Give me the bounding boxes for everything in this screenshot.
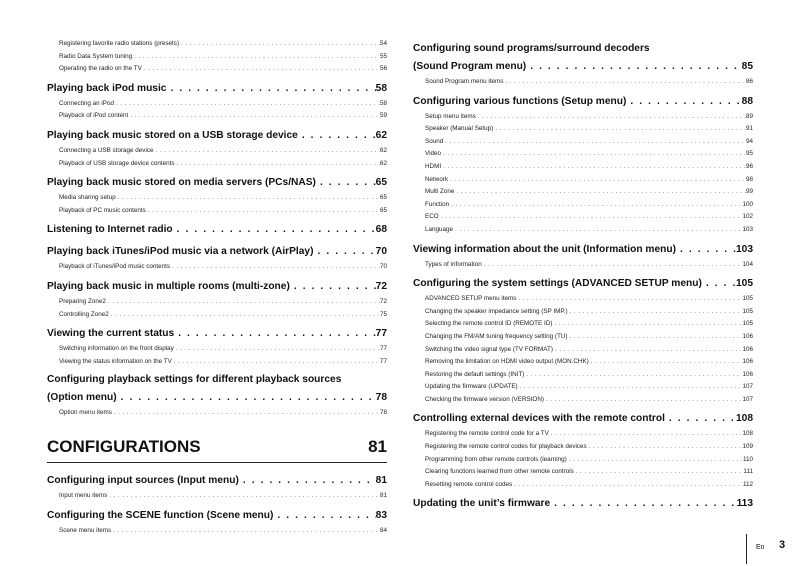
entry-title: Input menu items xyxy=(59,491,108,499)
entry-title: Video xyxy=(425,150,441,158)
dot-leader xyxy=(449,199,742,212)
entry-title: Playback of USB storage device contents xyxy=(59,159,175,167)
entry-title: Checking the firmware version (VERSION) xyxy=(425,395,544,403)
entry-title: Function xyxy=(425,200,450,208)
heading-title: Playing back music stored on a USB storage device xyxy=(47,129,298,141)
dot-leader xyxy=(132,51,380,64)
dot-leader xyxy=(553,344,743,357)
dot-leader xyxy=(702,274,736,293)
toc-entry[interactable] xyxy=(425,381,753,394)
entry-page: 107 xyxy=(742,395,753,403)
toc-entry[interactable] xyxy=(59,63,387,76)
heading-title: Configuring the system settings (ADVANCED SETUP menu) xyxy=(413,278,702,290)
dot-leader xyxy=(172,356,380,369)
dot-leader xyxy=(114,98,380,111)
entry-page: 62 xyxy=(379,159,387,167)
entry-page: 110 xyxy=(742,455,753,463)
toc-entry[interactable] xyxy=(425,356,753,369)
toc-entry[interactable] xyxy=(59,407,387,420)
dot-leader xyxy=(290,277,376,296)
entry-page: 98 xyxy=(745,175,753,183)
entry-title: Radio Data System tuning xyxy=(59,52,133,60)
toc-entry[interactable] xyxy=(425,428,753,441)
entry-page: 106 xyxy=(742,345,753,353)
dot-leader xyxy=(116,192,380,205)
toc-heading-input-menu[interactable] xyxy=(47,471,387,490)
entry-title: Controlling Zone2 xyxy=(59,310,109,318)
entry-page: 77 xyxy=(379,345,387,353)
footer-page-number: 3 xyxy=(779,539,786,551)
toc-entry[interactable] xyxy=(59,525,387,538)
toc-heading-setup-menu[interactable] xyxy=(413,92,753,111)
footer-language: En xyxy=(756,544,765,551)
dot-leader xyxy=(170,261,380,274)
entry-title: Speaker (Manual Setup) xyxy=(425,125,494,133)
entry-page: 86 xyxy=(745,78,753,85)
toc-entry[interactable] xyxy=(425,369,753,382)
entry-title: Playback of iTunes/iPod music contents xyxy=(59,263,171,271)
dot-leader xyxy=(106,296,380,309)
dot-leader xyxy=(550,494,736,513)
entry-title: Changing the FM/AM tuning frequency setting (TU) xyxy=(425,332,568,340)
dot-leader xyxy=(175,158,380,171)
heading-page: 81 xyxy=(375,474,387,486)
entry-title: Types of information xyxy=(425,260,482,268)
heading-page: 77 xyxy=(375,328,387,340)
entry-page: 112 xyxy=(742,480,753,488)
toc-heading-airplay[interactable] xyxy=(47,242,387,261)
entry-page: 70 xyxy=(379,263,387,271)
toc-heading-option-menu[interactable] xyxy=(47,388,387,407)
toc-heading-multi-zone[interactable] xyxy=(47,277,387,296)
toc-entry[interactable] xyxy=(59,490,387,503)
entry-page: 65 xyxy=(379,206,387,214)
toc-entry[interactable] xyxy=(425,344,753,357)
toc-heading-external-devices[interactable] xyxy=(413,409,753,428)
dot-leader xyxy=(441,148,746,161)
entry-title: ECO xyxy=(425,213,439,221)
heading-page: 62 xyxy=(375,129,387,141)
entry-page: 89 xyxy=(745,112,753,120)
dot-leader xyxy=(179,38,380,51)
dot-leader xyxy=(574,466,744,479)
entry-page: 59 xyxy=(379,112,387,120)
toc-entry[interactable] xyxy=(425,466,753,479)
dot-leader xyxy=(512,479,743,492)
dot-leader xyxy=(109,309,380,322)
footer-divider xyxy=(746,534,747,564)
toc-entry[interactable] xyxy=(425,293,753,306)
toc-entry[interactable] xyxy=(425,331,753,344)
dot-leader xyxy=(518,381,743,394)
entry-title: Resetting remote control codes xyxy=(425,480,513,488)
toc-heading-information-menu[interactable] xyxy=(413,240,753,259)
dot-leader xyxy=(239,471,376,490)
toc-entry[interactable] xyxy=(425,199,753,212)
heading-title: Updating the unit’s firmware xyxy=(413,498,551,510)
dot-leader xyxy=(316,173,376,192)
toc-entry[interactable] xyxy=(425,186,753,199)
dot-leader xyxy=(552,318,742,331)
toc-heading-usb[interactable] xyxy=(47,126,387,145)
heading-page: 105 xyxy=(736,278,753,290)
entry-title: Selecting the remote control ID (REMOTE ID) xyxy=(425,320,553,328)
entry-title: Changing the speaker impedance setting (SP IMP.) xyxy=(425,307,568,315)
toc-entry[interactable] xyxy=(425,148,753,161)
entry-page: 105 xyxy=(742,320,753,328)
dot-leader xyxy=(174,343,380,356)
entry-page: 106 xyxy=(742,358,753,366)
dot-leader xyxy=(154,145,380,158)
entry-title: Restoring the default settings (INIT) xyxy=(425,370,525,378)
entry-title: Connecting a USB storage device xyxy=(59,146,154,154)
entry-page: 75 xyxy=(379,310,387,318)
heading-title: Playing back iTunes/iPod music via a network (AirPlay) xyxy=(47,246,314,258)
page-footer xyxy=(746,534,796,564)
entry-title: Network xyxy=(425,175,449,183)
entry-title: Registering favorite radio stations (presets) xyxy=(59,40,180,47)
entry-title: Language xyxy=(425,225,454,233)
toc-entry[interactable] xyxy=(425,224,753,237)
entry-page: 104 xyxy=(742,260,753,268)
entry-title: Setup menu items xyxy=(425,112,476,120)
entry-title: Viewing the status information on the TV xyxy=(59,357,172,365)
toc-entry[interactable] xyxy=(425,306,753,319)
section-title-text: CONFIGURATIONS xyxy=(47,436,201,456)
toc-heading-scene-menu[interactable] xyxy=(47,506,387,525)
entry-page: 105 xyxy=(742,295,753,303)
heading-title: (Sound Program menu) xyxy=(413,61,527,72)
dot-leader xyxy=(146,205,380,218)
toc-heading-option-line1[interactable]: Configuring playback settings for different playback sources xyxy=(47,374,342,386)
heading-page: 78 xyxy=(375,392,387,404)
toc-heading-current-status[interactable] xyxy=(47,324,387,343)
entry-title: Programming from other remote controls (learning) xyxy=(425,455,567,463)
entry-page: 105 xyxy=(742,307,753,315)
dot-leader xyxy=(174,324,375,343)
heading-title: Viewing information about the unit (Information menu) xyxy=(413,243,676,255)
heading-page: 68 xyxy=(375,224,387,236)
entry-page: 100 xyxy=(742,200,753,208)
toc-entry[interactable] xyxy=(425,211,753,224)
toc-entry[interactable] xyxy=(59,296,387,309)
toc-entry[interactable] xyxy=(425,136,753,149)
section-title-page: 81 xyxy=(368,436,387,456)
heading-page: 70 xyxy=(375,246,387,258)
heading-page: 83 xyxy=(375,509,387,521)
toc-entry[interactable] xyxy=(425,454,753,467)
entry-title: Connecting an iPod xyxy=(59,99,114,107)
toc-entry[interactable] xyxy=(59,98,387,111)
dot-leader xyxy=(107,490,380,503)
dot-leader xyxy=(549,428,743,441)
heading-title: Controlling external devices with the remote control xyxy=(413,413,665,425)
toc-entry[interactable] xyxy=(59,309,387,322)
toc-entry[interactable] xyxy=(59,51,387,64)
entry-title: Option menu items xyxy=(59,409,112,417)
entry-page: 107 xyxy=(742,383,753,391)
entry-title: Sound xyxy=(425,137,444,145)
toc-entry[interactable] xyxy=(425,174,753,187)
heading-title: Configuring various functions (Setup menu) xyxy=(413,95,627,107)
dot-leader xyxy=(516,293,742,306)
entry-page: 84 xyxy=(379,526,387,534)
dot-leader xyxy=(453,224,742,237)
entry-title: Registering the remote control code for a TV xyxy=(425,430,549,438)
section-title-configurations[interactable] xyxy=(47,434,387,463)
heading-title: Playing back music stored on media servers (PCs/NAS) xyxy=(47,177,316,189)
toc-entry[interactable] xyxy=(59,192,387,205)
entry-title: Multi Zone xyxy=(425,188,455,196)
toc-entry[interactable] xyxy=(425,318,753,331)
heading-page: 108 xyxy=(736,413,753,425)
entry-page: 72 xyxy=(379,297,387,305)
entry-title: Clearing functions learned from other remote controls xyxy=(425,468,574,476)
dot-leader xyxy=(313,242,375,261)
toc-entry[interactable] xyxy=(425,479,753,492)
dot-leader xyxy=(298,126,376,145)
dot-leader xyxy=(482,259,743,272)
toc-heading-media-servers[interactable] xyxy=(47,173,387,192)
toc-heading-sound-program-line1[interactable]: Configuring sound programs/surround decoders xyxy=(413,43,650,54)
toc-heading-firmware-update[interactable] xyxy=(413,494,753,513)
entry-page: 81 xyxy=(379,491,387,499)
dot-leader xyxy=(676,240,736,259)
heading-page: 103 xyxy=(736,243,753,255)
toc-entry[interactable] xyxy=(59,343,387,356)
dot-leader xyxy=(142,63,380,76)
entry-page: 77 xyxy=(379,357,387,365)
entry-title: Scene menu items xyxy=(59,526,112,534)
heading-title: Playing back iPod music xyxy=(47,82,167,94)
heading-page: 88 xyxy=(741,95,753,107)
dot-leader xyxy=(454,186,746,199)
entry-page: 78 xyxy=(379,409,387,417)
dot-leader xyxy=(587,441,743,454)
toc-entry[interactable] xyxy=(59,356,387,369)
heading-page: 72 xyxy=(375,280,387,292)
entry-title: Preparing Zone2 xyxy=(59,297,106,305)
entry-title: Operating the radio on the TV xyxy=(59,65,142,73)
entry-page: 62 xyxy=(379,146,387,154)
dot-leader xyxy=(524,369,742,382)
dot-leader xyxy=(128,110,380,123)
toc-entry[interactable] xyxy=(59,205,387,218)
heading-title: Playing back music in multiple rooms (multi-zone) xyxy=(47,280,290,292)
toc-entry[interactable] xyxy=(425,441,753,454)
toc-entry[interactable] xyxy=(425,76,753,89)
entry-page: 109 xyxy=(742,443,753,451)
dot-leader xyxy=(117,388,376,407)
heading-page: 65 xyxy=(375,177,387,189)
entry-page: 108 xyxy=(742,430,753,438)
heading-title: Listening to Internet radio xyxy=(47,224,173,236)
toc-left-column xyxy=(47,38,387,537)
heading-title: Configuring input sources (Input menu) xyxy=(47,474,239,486)
heading-title: Viewing the current status xyxy=(47,328,175,340)
dot-leader xyxy=(439,211,743,224)
entry-title: Sound Program menu items xyxy=(425,78,504,85)
entry-page: 102 xyxy=(742,213,753,221)
dot-leader xyxy=(567,331,742,344)
toc-entry[interactable] xyxy=(425,161,753,174)
dot-leader xyxy=(112,407,380,420)
toc-entry[interactable] xyxy=(59,261,387,274)
entry-title: ADVANCED SETUP menu items xyxy=(425,295,517,303)
toc-heading-ipod[interactable] xyxy=(47,79,387,98)
toc-right-column xyxy=(413,38,753,513)
entry-title: Media sharing setup xyxy=(59,194,116,202)
toc-heading-sound-program-menu[interactable] xyxy=(413,57,753,76)
entry-page: 55 xyxy=(379,52,387,60)
dot-leader xyxy=(544,394,743,407)
dot-leader xyxy=(448,174,746,187)
heading-page: 85 xyxy=(741,61,753,72)
toc-entry[interactable] xyxy=(425,123,753,136)
dot-leader xyxy=(567,454,743,467)
entry-page: 111 xyxy=(743,468,753,476)
toc-entry[interactable] xyxy=(425,394,753,407)
entry-page: 54 xyxy=(379,40,387,47)
dot-leader xyxy=(443,136,746,149)
entry-page: 106 xyxy=(742,332,753,340)
toc-entry[interactable] xyxy=(425,111,753,124)
dot-leader xyxy=(173,220,376,239)
dot-leader xyxy=(626,92,741,111)
dot-leader xyxy=(503,76,746,89)
dot-leader xyxy=(111,525,380,538)
toc-heading-advanced-setup[interactable] xyxy=(413,274,753,293)
entry-title: Removing the limitation on HDMI video output (MON.CHK) xyxy=(425,358,589,366)
entry-title: Registering the remote control codes for playback devices xyxy=(425,443,587,451)
entry-title: Playback of iPod content xyxy=(59,112,129,120)
dot-leader xyxy=(441,161,746,174)
dot-leader xyxy=(526,57,741,76)
heading-page: 58 xyxy=(375,82,387,94)
dot-leader xyxy=(476,111,746,124)
heading-title: (Option menu) xyxy=(47,392,117,404)
entry-page: 106 xyxy=(742,370,753,378)
dot-leader xyxy=(166,79,375,98)
entry-title: Switching the video signal type (TV FORMAT) xyxy=(425,345,553,353)
toc-entry[interactable] xyxy=(425,259,753,272)
entry-title: Updating the firmware (UPDATE) xyxy=(425,383,518,391)
entry-page: 65 xyxy=(379,194,387,202)
entry-title: Playback of PC music contents xyxy=(59,206,146,214)
toc-entry[interactable] xyxy=(59,145,387,158)
dot-leader xyxy=(589,356,743,369)
heading-title: Configuring the SCENE function (Scene menu) xyxy=(47,509,274,521)
entry-title: Switching information on the front display xyxy=(59,345,174,353)
entry-title: HDMI xyxy=(425,162,442,170)
entry-page: 103 xyxy=(742,225,753,233)
entry-page: 91 xyxy=(745,125,753,133)
entry-page: 95 xyxy=(745,150,753,158)
dot-leader xyxy=(568,306,743,319)
heading-page: 113 xyxy=(736,498,753,510)
dot-leader xyxy=(665,409,736,428)
toc-heading-internet-radio[interactable] xyxy=(47,220,387,239)
dot-leader xyxy=(493,123,746,136)
entry-page: 94 xyxy=(745,137,753,145)
toc-entry[interactable] xyxy=(59,38,387,51)
entry-page: 56 xyxy=(379,65,387,73)
entry-page: 99 xyxy=(745,188,753,196)
entry-page: 96 xyxy=(745,162,753,170)
entry-page: 58 xyxy=(379,99,387,107)
toc-entry[interactable] xyxy=(59,110,387,123)
dot-leader xyxy=(273,506,375,525)
toc-entry[interactable] xyxy=(59,158,387,171)
